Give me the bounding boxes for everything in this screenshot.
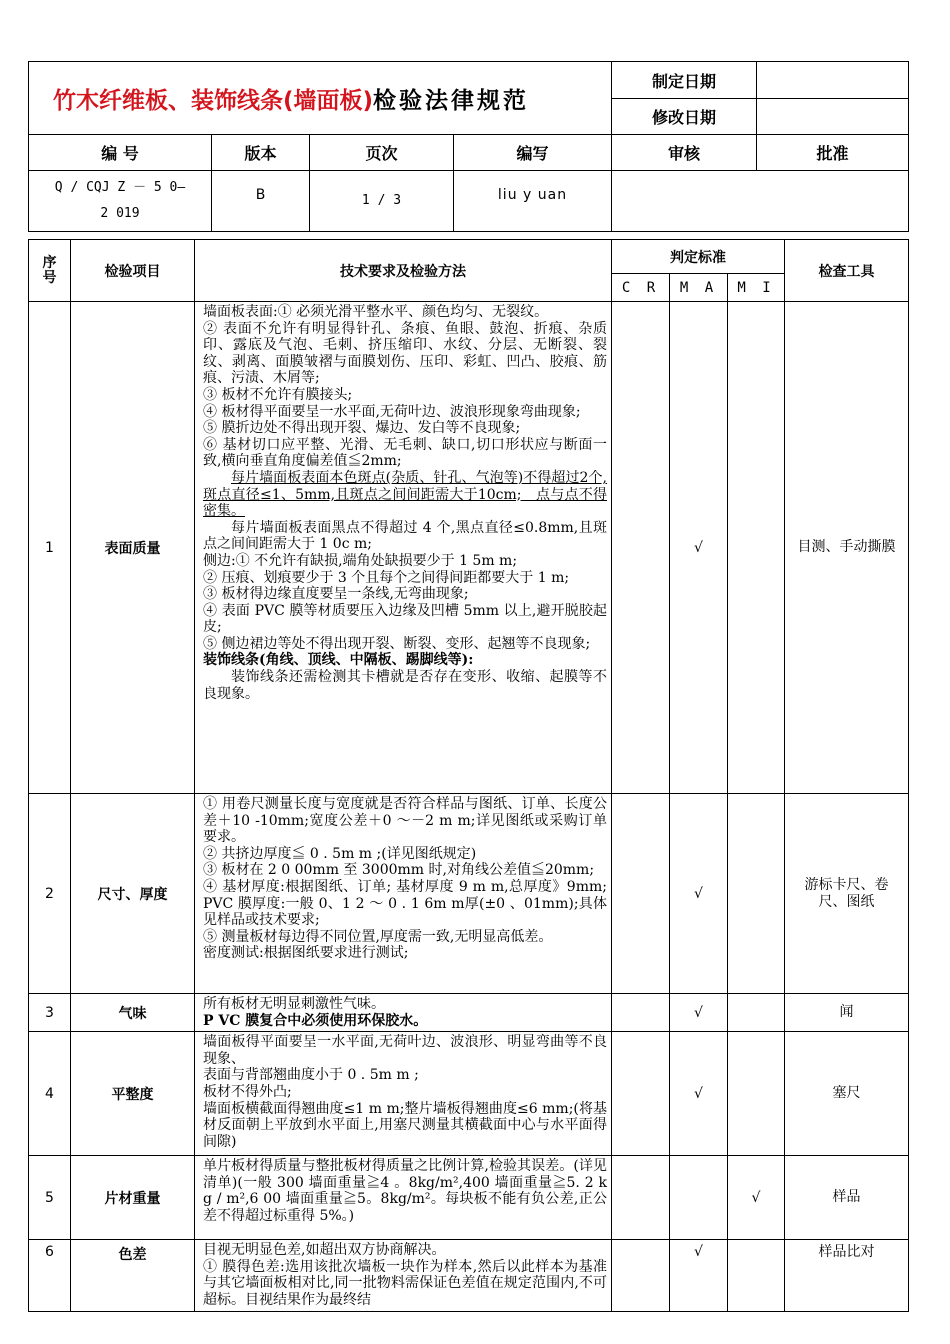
- check-cr: [612, 302, 670, 794]
- table-row: [29, 302, 909, 794]
- doc-number-line1: Q / CQJ Z － 5 0—: [54, 180, 186, 195]
- check-cr: [612, 794, 670, 994]
- req-line: 墙面板表面:① 必须光滑平整水平、颜色均匀、无裂纹。: [203, 304, 549, 320]
- row-seq: 2: [29, 794, 71, 994]
- req-line: ⑤ 测量板材每边得不同位置,厚度需一致,无明显高低差。: [203, 928, 553, 945]
- head-ma: M A: [670, 274, 728, 302]
- doc-number-line2: 2 019: [100, 206, 140, 221]
- row-tool: 游标卡尺、卷尺、图纸: [785, 794, 909, 994]
- table-row: [29, 994, 909, 1032]
- req-line: ① 用卷尺测量长度与宽度就是否符合样品与图纸、订单、长度公差＋10 -10mm;宽度公差＋0 ～－2 m m;详见图纸或采购订单要求。: [203, 796, 607, 846]
- check-ma: √: [670, 1032, 728, 1156]
- req-line: 单片板材得质量与整批板材得质量之比例计算,检验其误差。(详见清单)(一般 300 墙面重量≧4 。8kg/m²,400 墙面重量≧5. 2 k g / m²,6 00 墙面重量≧5。8kg/m²。每块板不能有负公差,正公差不得超过标重得 5%。): [203, 1158, 607, 1224]
- document-title-black: 检验法律规范: [373, 87, 530, 114]
- req-line: ① 膜得色差:选用该批次墙板一块作为样本,然后以此样本为基准与其它墙面板相对比,同一批物料需保证色差值在规定范围内,不可超标。目视结果作为最终结: [203, 1258, 607, 1308]
- table-row: [29, 1240, 909, 1311]
- req-line: 板材不得外凸;: [203, 1083, 292, 1100]
- label-number: 编 号: [29, 135, 212, 171]
- head-requirement: 技术要求及检验方法: [195, 240, 612, 302]
- head-cr: C R: [612, 274, 670, 302]
- check-mi: [728, 994, 785, 1032]
- label-page: 页次: [310, 135, 454, 171]
- head-criteria: 判定标准: [612, 240, 785, 274]
- req-line: 所有板材无明显刺激性气味。: [203, 996, 385, 1012]
- req-line: ⑤ 侧边裙边等处不得出现开裂、断裂、变形、起翘等不良现象;: [203, 635, 591, 652]
- req-line: ② 压痕、划痕要少于 3 个且每个之间得间距都要大于 1 m;: [203, 569, 570, 586]
- row-item: 表面质量: [71, 302, 195, 794]
- row-requirements: [195, 302, 612, 794]
- doc-version: B: [212, 171, 310, 232]
- check-cr: [612, 1156, 670, 1240]
- document-title-red: 竹木纤维板、装饰线条(墙面板): [53, 87, 374, 114]
- row-tool: 样品比对: [785, 1240, 909, 1311]
- label-reviewer: 审核: [612, 135, 757, 171]
- head-seq: 序号: [29, 240, 71, 302]
- row-requirements: [195, 794, 612, 994]
- date-mod-label: 修改日期: [612, 99, 757, 135]
- header-table: [28, 61, 909, 232]
- req-line: ④ 基材厚度:根据图纸、订单; 基材厚度 9 m m,总厚度》9mm; PVC 膜厚度:一般 0、1 2 ～ 0 . 1 6m m厚(±0 、01mm);具体见样品或技术要求;: [203, 878, 607, 929]
- row-item: 尺寸、厚度: [71, 794, 195, 994]
- reviewer-approver-value: [612, 171, 909, 232]
- check-mi: [728, 794, 785, 994]
- row-tool: 塞尺: [785, 1032, 909, 1156]
- table-row: [29, 794, 909, 994]
- row-tool: 样品: [785, 1156, 909, 1240]
- check-mi: [728, 1240, 785, 1311]
- req-line: 目视无明显色差,如超出双方协商解决。: [203, 1242, 446, 1259]
- req-line: 装饰线条(角线、顶线、中隔板、踢脚线等):: [203, 652, 474, 669]
- req-line: ② 共挤边厚度≦ 0 . 5m m ;(详见图纸规定): [203, 845, 477, 862]
- check-ma: [670, 1156, 728, 1240]
- date-set-label: 制定日期: [612, 62, 757, 99]
- row-item: 色差: [71, 1240, 195, 1311]
- check-cr: [612, 1032, 670, 1156]
- req-line: ③ 板材不允许有膜接头;: [203, 386, 353, 403]
- row-item: 气味: [71, 994, 195, 1032]
- head-item: 检验项目: [71, 240, 195, 302]
- gap: [28, 232, 908, 239]
- label-approver: 批准: [757, 135, 909, 171]
- document-title: [29, 62, 612, 135]
- row-requirements: [195, 1240, 612, 1311]
- label-version: 版本: [212, 135, 310, 171]
- doc-page: 1 / 3: [310, 171, 454, 232]
- head-tool: 检查工具: [785, 240, 909, 302]
- row-requirements: [195, 1032, 612, 1156]
- inspection-table: [28, 239, 909, 1312]
- check-mi: √: [728, 1156, 785, 1240]
- check-ma: √: [670, 1240, 728, 1311]
- req-line: 表面与背部翘曲度小于 0 . 5m m ;: [203, 1067, 419, 1084]
- row-seq: 5: [29, 1156, 71, 1240]
- doc-number: [29, 171, 212, 232]
- check-cr: [612, 1240, 670, 1311]
- row-seq: 4: [29, 1032, 71, 1156]
- check-mi: [728, 1032, 785, 1156]
- req-line: P VC 膜复合中必须使用环保胶水。: [203, 1012, 428, 1029]
- req-line: ④ 板材得平面要呈一水平面,无荷叶边、波浪形现象弯曲现象;: [203, 403, 581, 420]
- req-line: 墙面板得平面要呈一水平面,无荷叶边、波浪形、明显弯曲等不良现象、: [203, 1034, 607, 1067]
- date-set-value: [757, 62, 909, 99]
- req-line: 侧边:① 不允许有缺损,端角处缺损要少于 1 5m m;: [203, 552, 518, 569]
- req-line: 每片墙面板表面黑点不得超过 4 个,黑点直径≤0.8mm,且斑点之间间距需大于 1 0c m;: [203, 519, 607, 553]
- req-line: ⑥ 基材切口应平整、光滑、无毛刺、缺口,切口形状应与断面一致,横向垂直角度偏差值≦2mm;: [203, 436, 607, 470]
- date-mod-value: [757, 99, 909, 135]
- check-ma: √: [670, 794, 728, 994]
- req-line: ④ 表面 PVC 膜等材质要压入边缘及凹槽 5mm 以上,避开脱胶起皮;: [203, 602, 607, 636]
- row-seq: 3: [29, 994, 71, 1032]
- req-line: ③ 板材在 2 0 00mm 至 3000mm 时,对角线公差值≦20mm;: [203, 862, 595, 879]
- req-line: ② 表面不允许有明显得针孔、条痕、鱼眼、鼓泡、折痕、杂质印、露底及气泡、毛刺、挤压缩印、水纹、分层、无断裂、裂纹、剥离、面膜皱褶与面膜划伤、压印、彩虹、凹凸、胶痕、筋痕、污渍、木屑等;: [203, 320, 607, 387]
- req-line: 装饰线条还需检测其卡槽就是否存在变形、收缩、起膜等不良现象。: [203, 669, 607, 702]
- row-requirements: [195, 1156, 612, 1240]
- check-cr: [612, 994, 670, 1032]
- req-line: 墙面板横截面得翘曲度≤1 m m;整片墙板得翘曲度≤6 mm;(将基材反面朝上平放到水平面上,用塞尺测量其横截面中心与水平面得间隙): [203, 1100, 607, 1150]
- req-line: 每片墙面板表面本色斑点(杂质、针孔、气泡等)不得超过2个,斑点直径≤1、5mm,且斑点之间间距需大于10cm; 点与点不得密集。: [203, 469, 607, 520]
- row-seq: 1: [29, 302, 71, 794]
- inspection-spec-sheet: [28, 61, 908, 1312]
- req-line: ⑤ 膜折边处不得出现开裂、爆边、发白等不良现象;: [203, 420, 521, 437]
- label-author: 编写: [454, 135, 612, 171]
- check-ma: √: [670, 994, 728, 1032]
- check-mi: [728, 302, 785, 794]
- req-line: 密度测试:根据图纸要求进行测试;: [203, 945, 409, 962]
- row-tool: 闻: [785, 994, 909, 1032]
- table-row: [29, 1156, 909, 1240]
- row-item: 平整度: [71, 1032, 195, 1156]
- table-row: [29, 1032, 909, 1156]
- row-item: 片材重量: [71, 1156, 195, 1240]
- row-seq: 6: [29, 1240, 71, 1311]
- req-line: ③ 板材得边缘直度要呈一条线,无弯曲现象;: [203, 586, 469, 603]
- check-ma: √: [670, 302, 728, 794]
- row-requirements: [195, 994, 612, 1032]
- row-tool: 目测、手动撕膜: [785, 302, 909, 794]
- head-mi: M I: [728, 274, 785, 302]
- doc-author: liu y uan: [454, 171, 612, 232]
